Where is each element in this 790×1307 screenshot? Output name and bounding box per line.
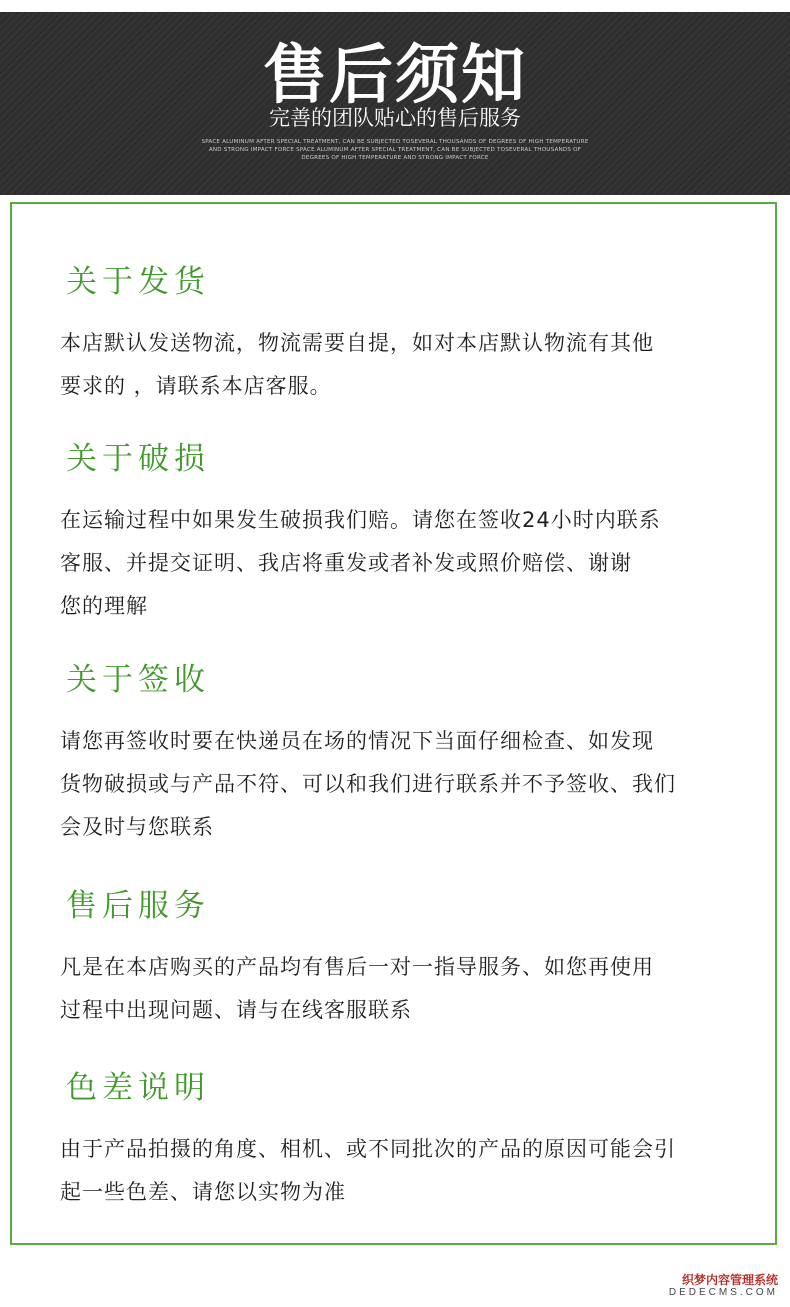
section-body: [60, 946, 751, 1032]
section-color-difference: [60, 1068, 751, 1214]
watermark-en: DEDECMS.COM: [668, 1287, 778, 1298]
section-shipping: [60, 262, 751, 408]
page-subtitle: 完善的团队贴心的售后服务: [269, 106, 521, 130]
body-line: 由于产品拍摄的角度、相机、或不同批次的产品的原因可能会引: [60, 1137, 676, 1161]
section-receipt: [60, 660, 751, 849]
notice-panel: [10, 202, 777, 1245]
section-title: 色差说明: [66, 1070, 210, 1106]
section-body: [60, 499, 751, 628]
section-body: [60, 322, 751, 408]
body-line: 会及时与您联系: [60, 815, 214, 839]
header-banner: [0, 12, 790, 195]
section-body: [60, 720, 751, 849]
body-line: 请您再签收时要在快递员在场的情况下当面仔细检查、如发现: [60, 729, 654, 753]
section-damage: [60, 439, 751, 628]
body-line: 客服、并提交证明、我店将重发或者补发或照价赔偿、谢谢: [60, 551, 632, 575]
banner-fineprint: SPACE ALUMINUM AFTER SPECIAL TREATMENT, CAN BE SUBJECTED TOSEVERAL THOUSANDS OF DEGREES OF HIGH TEMPERATURE AND STRONG IMPACT FORCE SPACE ALUMINUM AFTER SPECIAL TREATMENT, CAN BE SUBJECTED TOSEVERAL THOUSANDS OF DEGREES OF HIGH TEMPERATURE AND STRONG IMPACT FORCE: [201, 139, 589, 161]
section-title: 关于发货: [66, 264, 210, 300]
page-title: 售后须知: [263, 39, 527, 113]
body-line: 凡是在本店购买的产品均有售后一对一指导服务、如您再使用: [60, 955, 654, 979]
body-line: 本店默认发送物流，物流需要自提，如对本店默认物流有其他: [60, 331, 654, 355]
body-line: 过程中出现问题、请与在线客服联系: [60, 998, 412, 1022]
section-title: 关于破损: [66, 441, 210, 477]
body-line: 在运输过程中如果发生破损我们赔。请您在签收24小时内联系: [60, 508, 661, 532]
watermark-cn: 织梦内容管理系统: [681, 1273, 778, 1287]
body-line: 您的理解: [60, 594, 148, 618]
body-line: 要求的 ，请联系本店客服。: [60, 374, 332, 398]
section-title: 关于签收: [66, 662, 210, 698]
section-body: [60, 1128, 751, 1214]
body-line: 货物破损或与产品不符、可以和我们进行联系并不予签收、我们: [60, 772, 676, 796]
section-title: 售后服务: [66, 888, 210, 924]
section-after-sales: [60, 886, 751, 1032]
body-line: 起一些色差、请您以实物为准: [60, 1180, 346, 1204]
watermark: [669, 1273, 778, 1299]
